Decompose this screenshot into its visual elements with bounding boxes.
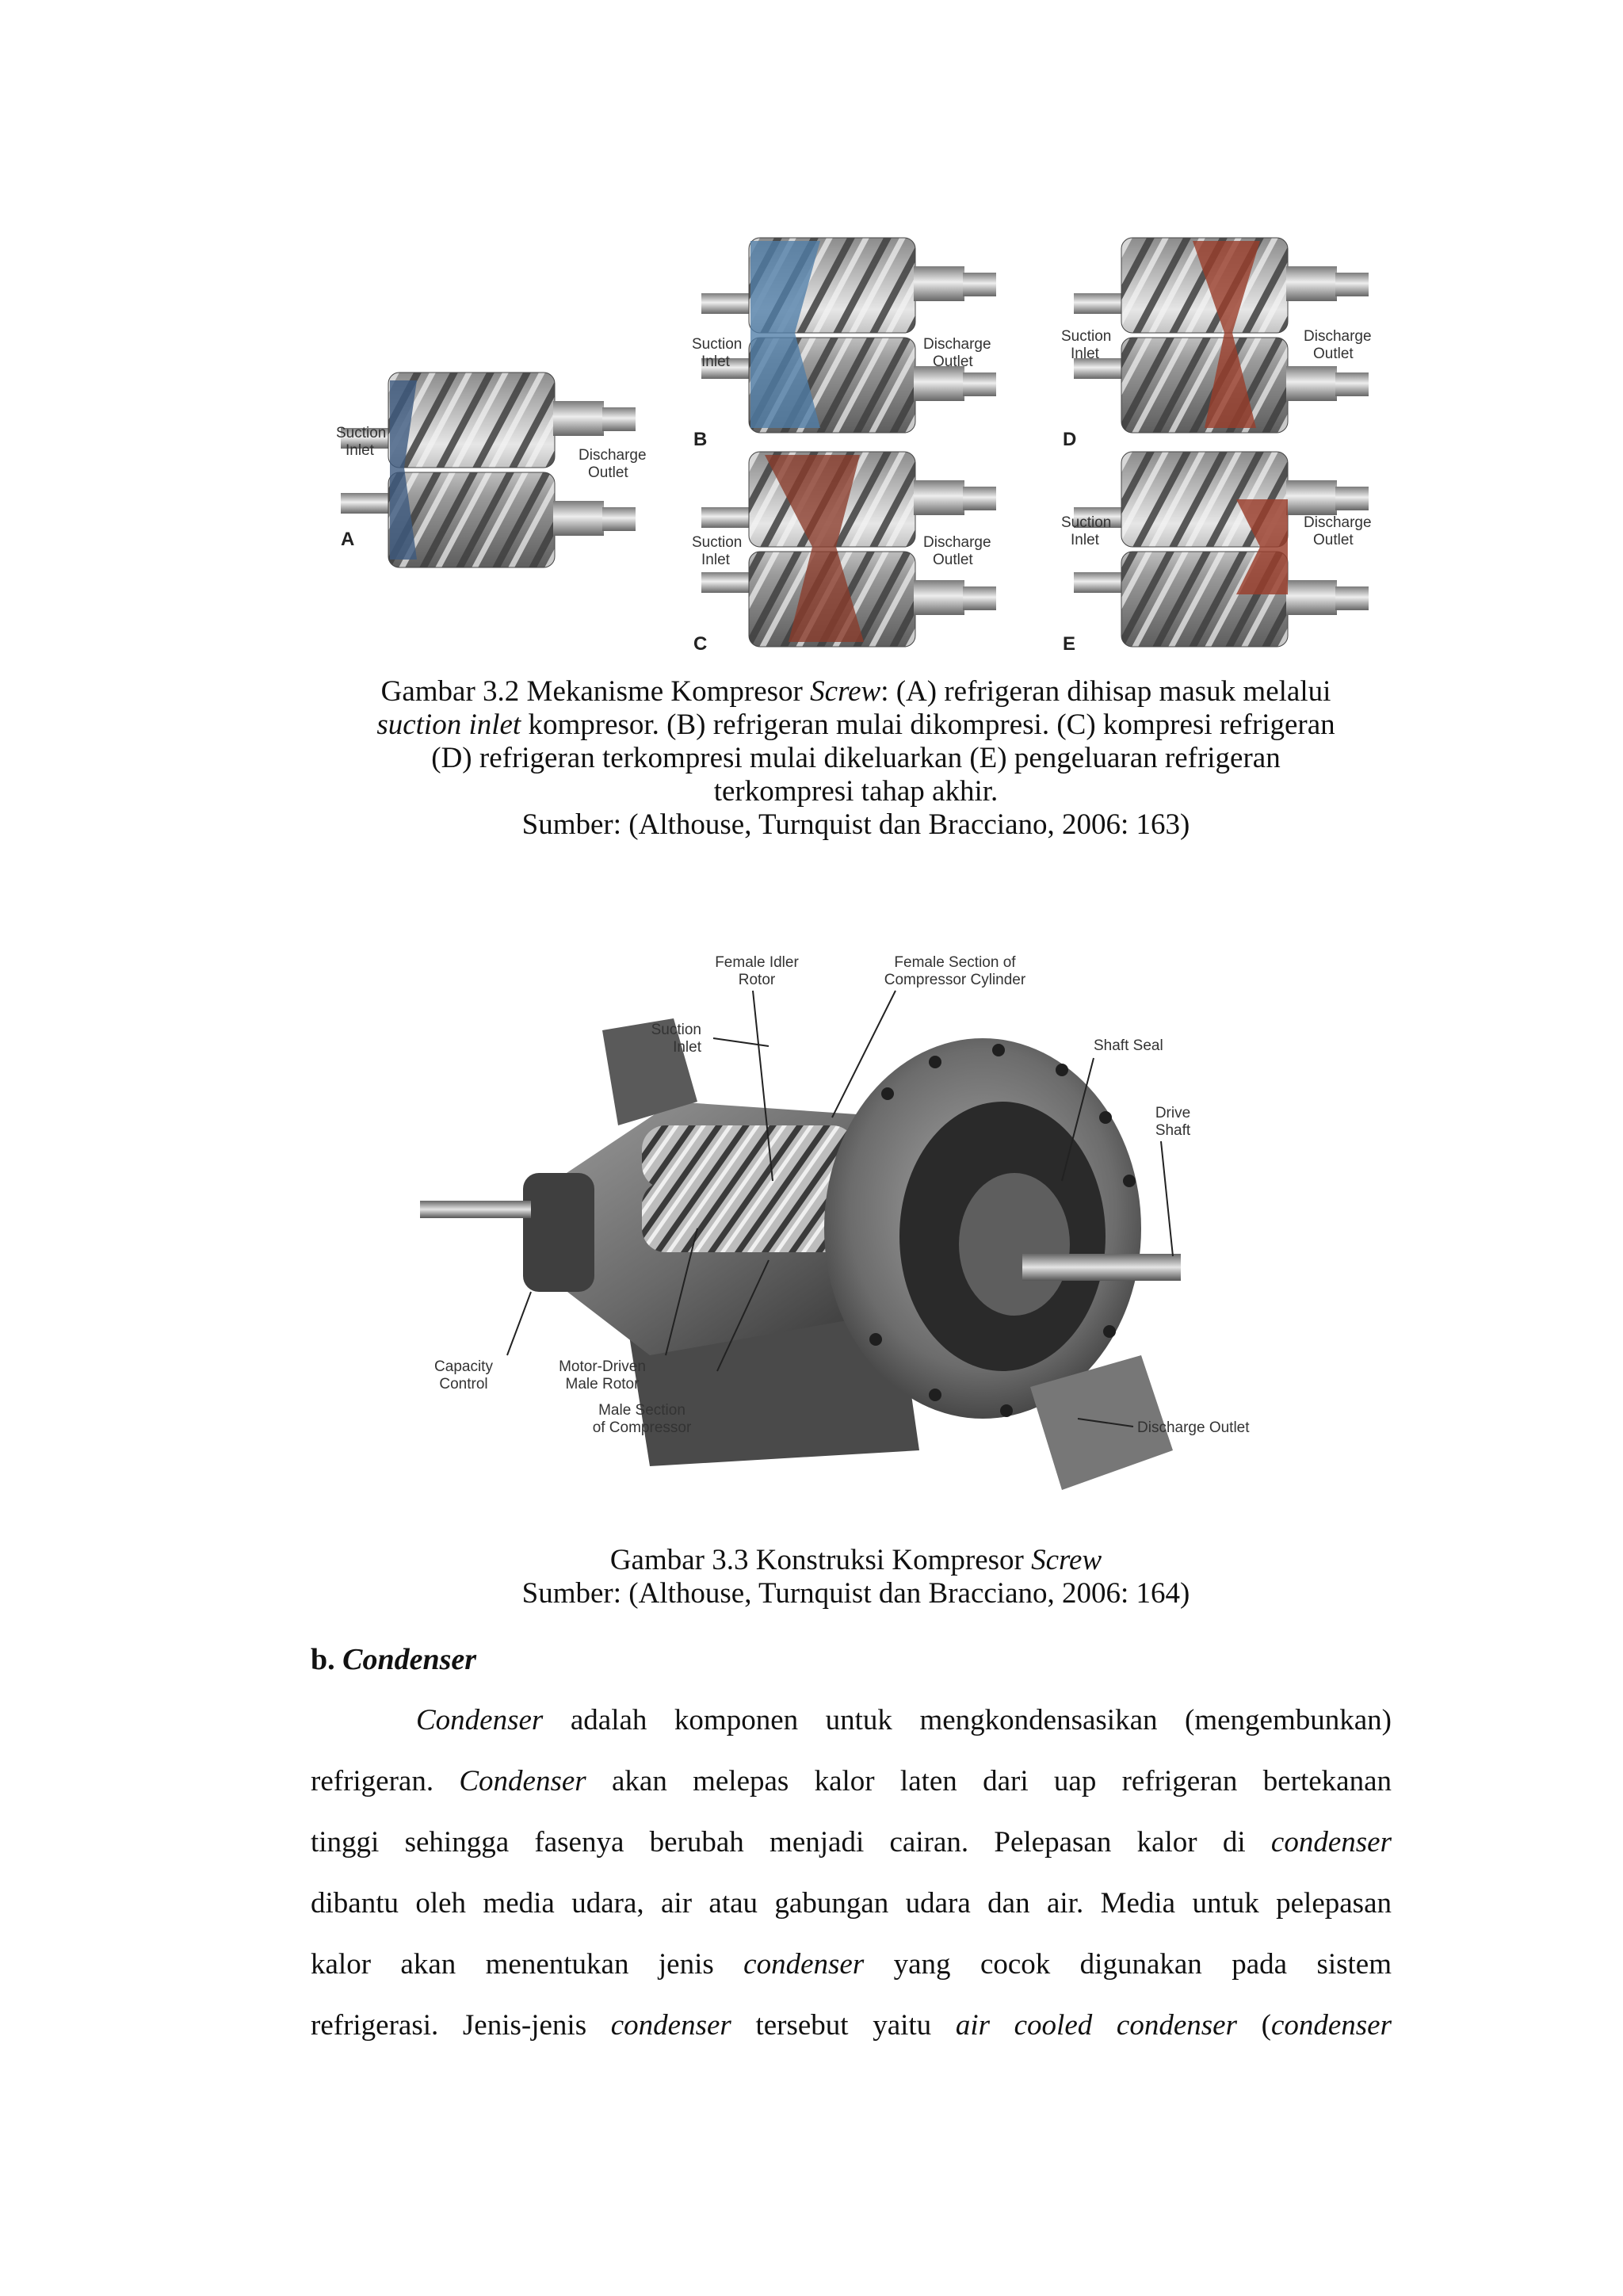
figure-3-3-caption: Gambar 3.3 Konstruksi Kompresor Screw Sumber: (Althouse, Turnquist dan Bracciano, 2006: 164) xyxy=(301,1544,1411,1610)
label-male-section: Male Section of Compressor xyxy=(592,1402,692,1436)
label-capacity-control: Capacity Control xyxy=(434,1358,493,1392)
suction-label-d: Suction Inlet xyxy=(1061,328,1112,362)
panel-letter-d: D xyxy=(1063,429,1077,450)
suction-label-a: Suction Inlet xyxy=(336,425,387,459)
refrigerant-fill-a xyxy=(390,380,417,560)
panel-e xyxy=(1061,452,1372,655)
refrigerant-fill-b xyxy=(750,241,820,428)
female-rotor xyxy=(642,1125,856,1189)
discharge-label-c: Discharge Outlet xyxy=(923,534,991,568)
label-suction-inlet: Suction Inlet xyxy=(651,1022,701,1056)
label-drive-shaft: Drive Shaft xyxy=(1155,1105,1191,1139)
body-paragraph: Condenser adalah komponen untuk mengkondensasikan (mengembunkan) refrigeran. Condenser akan melepas kalor laten dari uap refrigeran bertekanan tinggi sehingga fasenya berubah menjadi cairan. Pelepasan kalor di condenser dibantu oleh media udara, air atau gabungan udara dan air. Media untuk pelepasan kalor akan menentukan jenis condenser yang cocok digunakan pada sistem refrigerasi. Jenis-jenis condenser tersebut yaitu air cooled condenser (condenser xyxy=(311,1704,1392,2042)
suction-label-e: Suction Inlet xyxy=(1061,514,1112,548)
label-discharge-outlet: Discharge Outlet xyxy=(1137,1419,1250,1436)
section-heading-condenser: b. Condenser xyxy=(311,1643,477,1676)
label-female-section: Female Section of Compressor Cylinder xyxy=(884,954,1026,988)
discharge-label-e: Discharge Outlet xyxy=(1304,514,1372,548)
figure-3-3 xyxy=(412,943,1347,1522)
discharge-label-d: Discharge Outlet xyxy=(1304,328,1372,362)
suction-label-b: Suction Inlet xyxy=(692,336,743,370)
discharge-label-b: Discharge Outlet xyxy=(923,336,991,370)
panel-letter-b: B xyxy=(693,429,708,450)
panel-a xyxy=(336,372,647,567)
panel-b xyxy=(692,238,996,450)
drive-shaft xyxy=(1022,1254,1181,1281)
figure-3-2 xyxy=(301,214,1426,658)
suction-label-c: Suction Inlet xyxy=(692,534,743,568)
figure-3-2-caption: Gambar 3.2 Mekanisme Kompresor Screw: (A) refrigeran dihisap masuk melalui suction inlet kompresor. (B) refrigeran mulai dikompresi. (C) kompresi refrigeran (D) refrigeran terkompresi mulai dikeluarkan (E) pengeluaran refrigeran terkompresi tahap akhir. Sumber: (Althouse, Turnquist dan Bracciano, 2006: 163) xyxy=(301,675,1411,842)
panel-letter-c: C xyxy=(693,633,708,655)
figure-3-2-source: Sumber: (Althouse, Turnquist dan Bracciano, 2006: 163) xyxy=(521,808,1190,841)
label-shaft-seal: Shaft Seal xyxy=(1094,1037,1163,1054)
discharge-label-a: Discharge Outlet xyxy=(579,447,647,481)
label-motor-driven-rotor: Motor-Driven Male Rotor xyxy=(559,1358,646,1392)
panel-d xyxy=(1061,238,1372,450)
male-rotor xyxy=(642,1181,856,1252)
capacity-control-rod xyxy=(420,1201,531,1218)
figure-3-3-source: Sumber: (Althouse, Turnquist dan Bracciano, 2006: 164) xyxy=(521,1577,1190,1610)
panel-c xyxy=(692,452,996,655)
panel-letter-e: E xyxy=(1063,633,1076,655)
panel-letter-a: A xyxy=(341,529,355,550)
label-female-idler-rotor: Female Idler Rotor xyxy=(715,954,799,988)
